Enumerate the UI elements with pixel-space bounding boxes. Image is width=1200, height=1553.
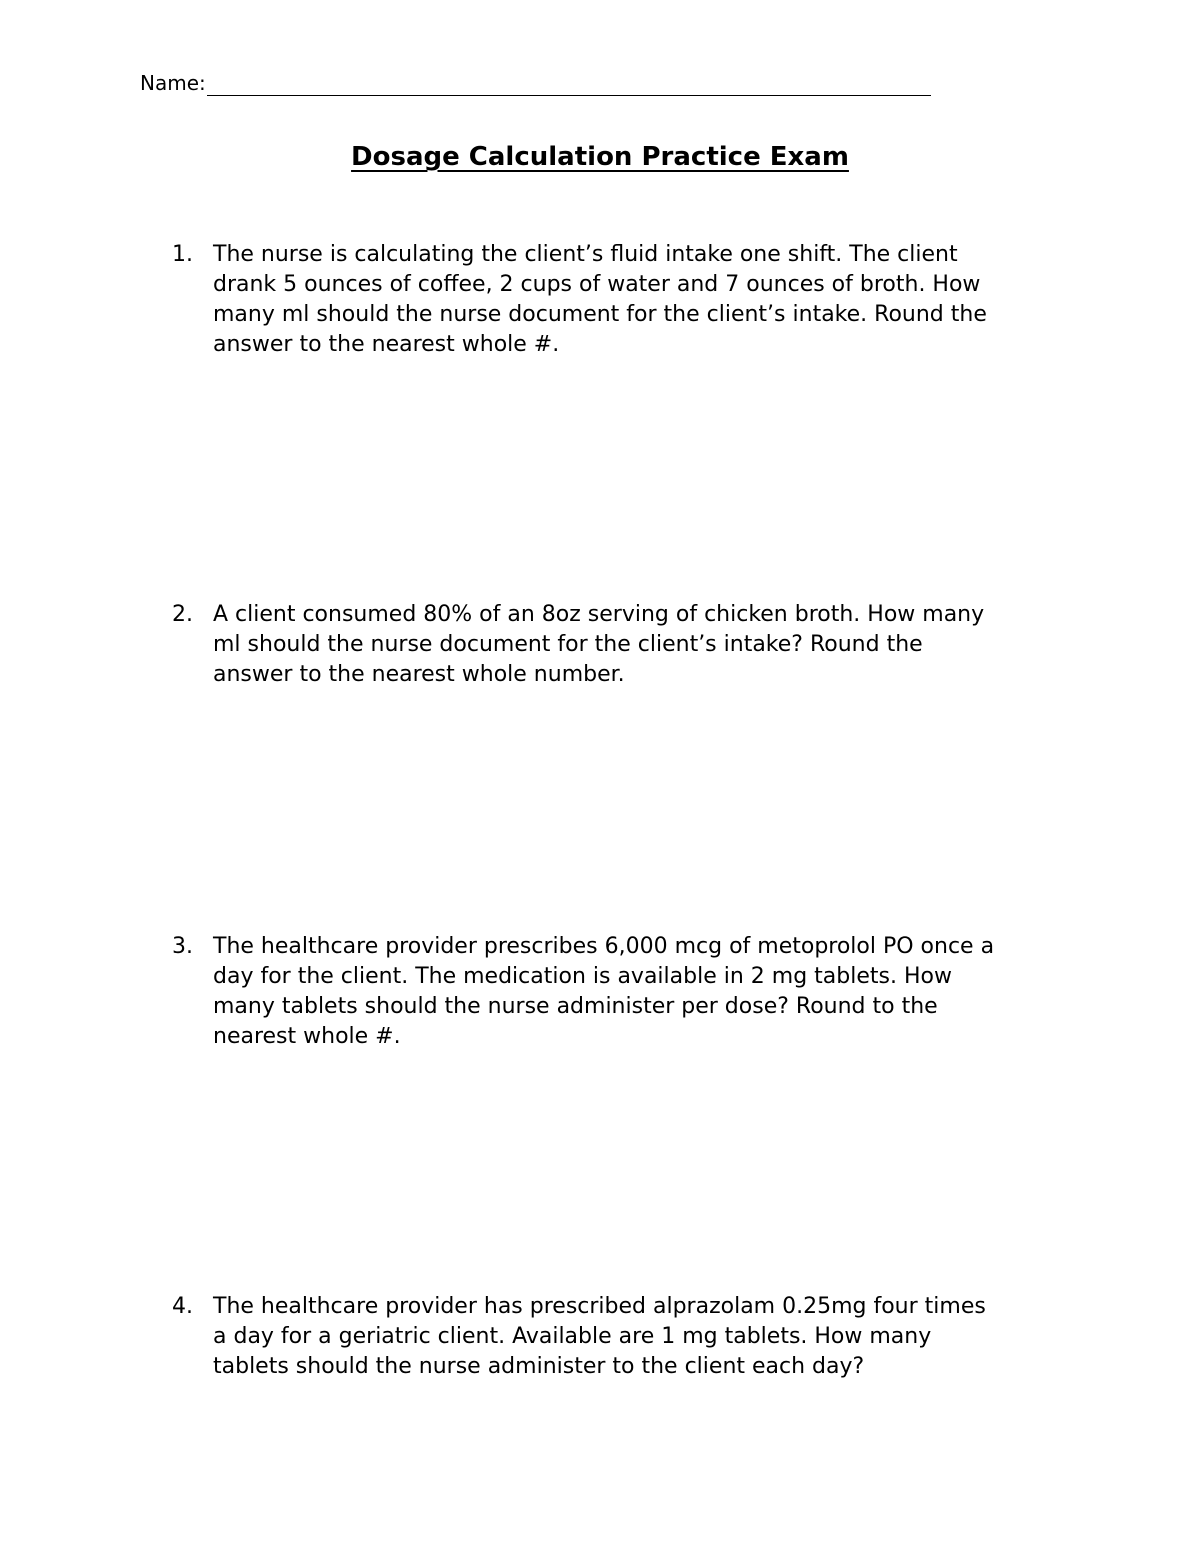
question-number: 2. bbox=[172, 602, 193, 627]
question-text bbox=[213, 932, 1062, 1052]
page-title: Dosage Calculation Practice Exam bbox=[351, 142, 849, 172]
name-blank-line[interactable] bbox=[207, 74, 931, 96]
question-3 bbox=[172, 932, 1062, 1052]
question-line: nearest whole #. bbox=[213, 1024, 401, 1049]
question-line: answer to the nearest whole #. bbox=[213, 332, 560, 357]
question-4 bbox=[172, 1292, 1062, 1382]
question-number: 3. bbox=[172, 934, 193, 959]
question-line: The healthcare provider has prescribed alprazolam 0.25mg four times bbox=[213, 1294, 986, 1319]
question-line: The nurse is calculating the client’s fluid intake one shift. The client bbox=[213, 242, 958, 267]
name-label: Name: bbox=[140, 71, 206, 95]
question-line: ml should the nurse document for the client’s intake? Round the bbox=[213, 632, 923, 657]
question-line: answer to the nearest whole number. bbox=[213, 662, 625, 687]
question-text bbox=[213, 240, 1062, 360]
question-line: tablets should the nurse administer to the client each day? bbox=[213, 1354, 865, 1379]
question-line: A client consumed 80% of an 8oz serving of chicken broth. How many bbox=[213, 602, 985, 627]
question-line: The healthcare provider prescribes 6,000 mcg of metoprolol PO once a bbox=[213, 934, 995, 959]
question-line: a day for a geriatric client. Available are 1 mg tablets. How many bbox=[213, 1324, 932, 1349]
question-text bbox=[213, 1292, 1062, 1382]
question-line: drank 5 ounces of coffee, 2 cups of water and 7 ounces of broth. How bbox=[213, 272, 981, 297]
question-text bbox=[213, 600, 1062, 690]
question-1 bbox=[172, 240, 1062, 360]
question-line: many tablets should the nurse administer per dose? Round to the bbox=[213, 994, 938, 1019]
question-2 bbox=[172, 600, 1062, 690]
name-field bbox=[140, 70, 940, 96]
question-number: 1. bbox=[172, 242, 193, 267]
question-number: 4. bbox=[172, 1294, 193, 1319]
question-line: many ml should the nurse document for the client’s intake. Round the bbox=[213, 302, 987, 327]
question-line: day for the client. The medication is available in 2 mg tablets. How bbox=[213, 964, 952, 989]
